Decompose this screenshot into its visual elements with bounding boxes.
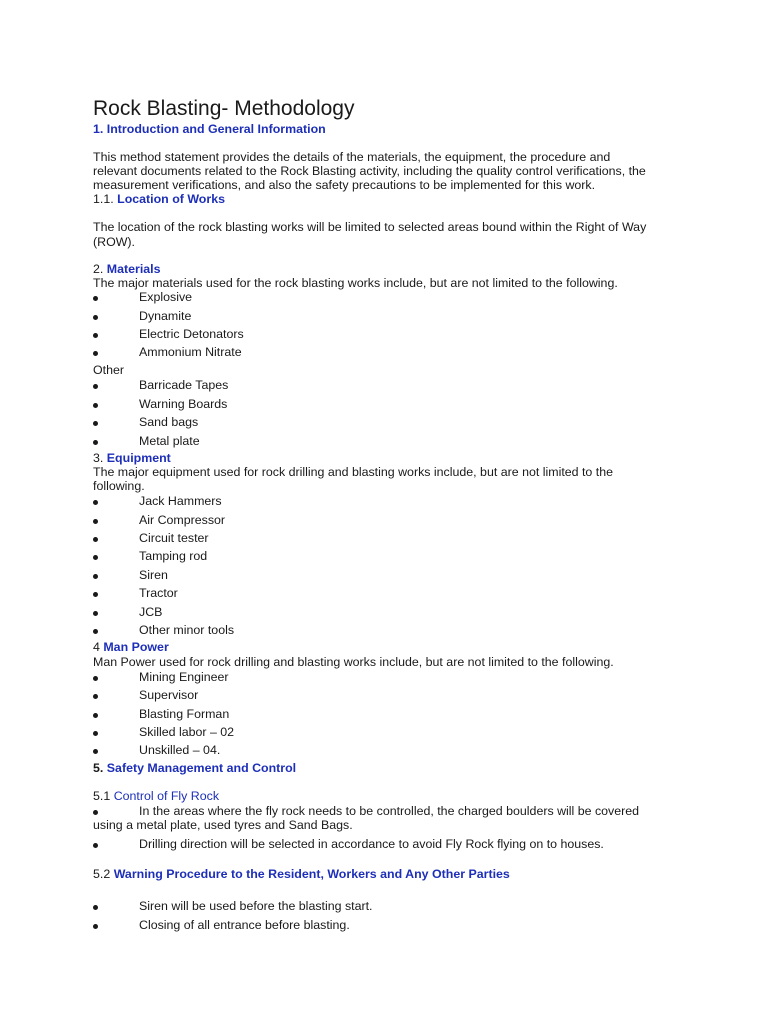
list-item: Jack Hammers: [139, 494, 222, 508]
list-item: Mining Engineer: [139, 670, 229, 684]
section-1-1-heading: [93, 192, 225, 206]
section-number: 1.: [93, 122, 104, 136]
section-label: Materials: [106, 262, 161, 276]
section-2-heading: [93, 262, 161, 276]
intro-line: relevant documents related to the Rock Blasting activity, including the quality control verifications, the: [93, 164, 646, 178]
bullet-icon: [93, 694, 98, 699]
page-title: Rock Blasting- Methodology: [93, 97, 355, 120]
bullet-icon: [93, 519, 98, 524]
flyrock-line: using a metal plate, used tyres and Sand Bags.: [93, 818, 353, 832]
list-item: Sand bags: [139, 415, 199, 429]
list-item: Blasting Forman: [139, 707, 230, 721]
section-number: 5.2: [93, 867, 111, 881]
section-1-heading: [93, 122, 326, 136]
list-item: Tractor: [139, 586, 178, 600]
bullet-icon: [93, 810, 98, 815]
bullet-icon: [93, 843, 98, 848]
bullet-icon: [93, 629, 98, 634]
list-item: Supervisor: [139, 688, 199, 702]
list-item: Unskilled – 04.: [139, 743, 221, 757]
list-item: JCB: [139, 605, 163, 619]
intro-line: This method statement provides the details of the materials, the equipment, the procedure and: [93, 150, 611, 164]
section-label: Safety Management and Control: [106, 761, 297, 775]
list-item: Other minor tools: [139, 623, 235, 637]
bullet-icon: [93, 500, 98, 505]
bullet-icon: [93, 611, 98, 616]
bullet-icon: [93, 421, 98, 426]
section-5-heading: [93, 761, 296, 775]
bullet-icon: [93, 749, 98, 754]
bullet-icon: [93, 440, 98, 445]
section-label: Man Power: [103, 640, 169, 654]
bullet-icon: [93, 537, 98, 542]
bullet-icon: [93, 574, 98, 579]
flyrock-line: In the areas where the fly rock needs to be controlled, the charged boulders will be covered: [139, 804, 640, 818]
section-label: Control of Fly Rock: [113, 789, 220, 803]
equipment-intro-line: The major equipment used for rock drilling and blasting works include, but are not limited to the: [93, 465, 613, 479]
list-item: Drilling direction will be selected in accordance to avoid Fly Rock flying on to houses.: [139, 837, 604, 851]
bullet-icon: [93, 731, 98, 736]
bullet-icon: [93, 905, 98, 910]
section-label: Location of Works: [117, 192, 225, 206]
bullet-icon: [93, 592, 98, 597]
list-item: Ammonium Nitrate: [139, 345, 242, 359]
list-item: Closing of all entrance before blasting.: [139, 918, 350, 932]
list-item: Metal plate: [139, 434, 200, 448]
section-number: 1.1.: [93, 192, 114, 206]
list-item: Barricade Tapes: [139, 378, 229, 392]
other-label: Other: [93, 363, 124, 377]
list-item: Circuit tester: [139, 531, 209, 545]
bullet-icon: [93, 924, 98, 929]
bullet-icon: [93, 296, 98, 301]
list-item: Explosive: [139, 290, 193, 304]
location-line: The location of the rock blasting works will be limited to selected areas bound within the Right of Way: [93, 220, 647, 234]
section-number: 4: [93, 640, 100, 654]
location-line: (ROW).: [93, 235, 135, 249]
section-3-heading: [93, 451, 171, 465]
section-number: 2.: [93, 262, 104, 276]
section-number: 5.1: [93, 789, 111, 803]
section-number: 5.: [93, 761, 104, 775]
bullet-icon: [93, 333, 98, 338]
list-item: Siren will be used before the blasting start.: [139, 899, 373, 913]
list-item: Tamping rod: [139, 549, 208, 563]
list-item: Dynamite: [139, 309, 192, 323]
bullet-icon: [93, 676, 98, 681]
section-label: Introduction and General Information: [106, 122, 326, 136]
list-item: Warning Boards: [139, 397, 228, 411]
section-number: 3.: [93, 451, 104, 465]
manpower-intro: Man Power used for rock drilling and blasting works include, but are not limited to the following.: [93, 655, 614, 669]
list-item: Skilled labor – 02: [139, 725, 235, 739]
bullet-icon: [93, 384, 98, 389]
bullet-icon: [93, 713, 98, 718]
list-item: Siren: [139, 568, 168, 582]
list-item: Electric Detonators: [139, 327, 244, 341]
section-5-1-heading: [93, 789, 219, 803]
section-label: Equipment: [106, 451, 171, 465]
materials-intro: The major materials used for the rock blasting works include, but are not limited to the following.: [93, 276, 618, 290]
equipment-intro-line: following.: [93, 479, 145, 493]
list-item: Air Compressor: [139, 513, 226, 527]
bullet-icon: [93, 315, 98, 320]
bullet-icon: [93, 403, 98, 408]
intro-line: measurement verifications, and also the safety precautions to be implemented for this work.: [93, 178, 596, 192]
section-label: Warning Procedure to the Resident, Workers and Any Other Parties: [113, 867, 510, 881]
bullet-icon: [93, 351, 98, 356]
section-4-heading: [93, 640, 169, 654]
bullet-icon: [93, 555, 98, 560]
section-5-2-heading: [93, 867, 510, 881]
